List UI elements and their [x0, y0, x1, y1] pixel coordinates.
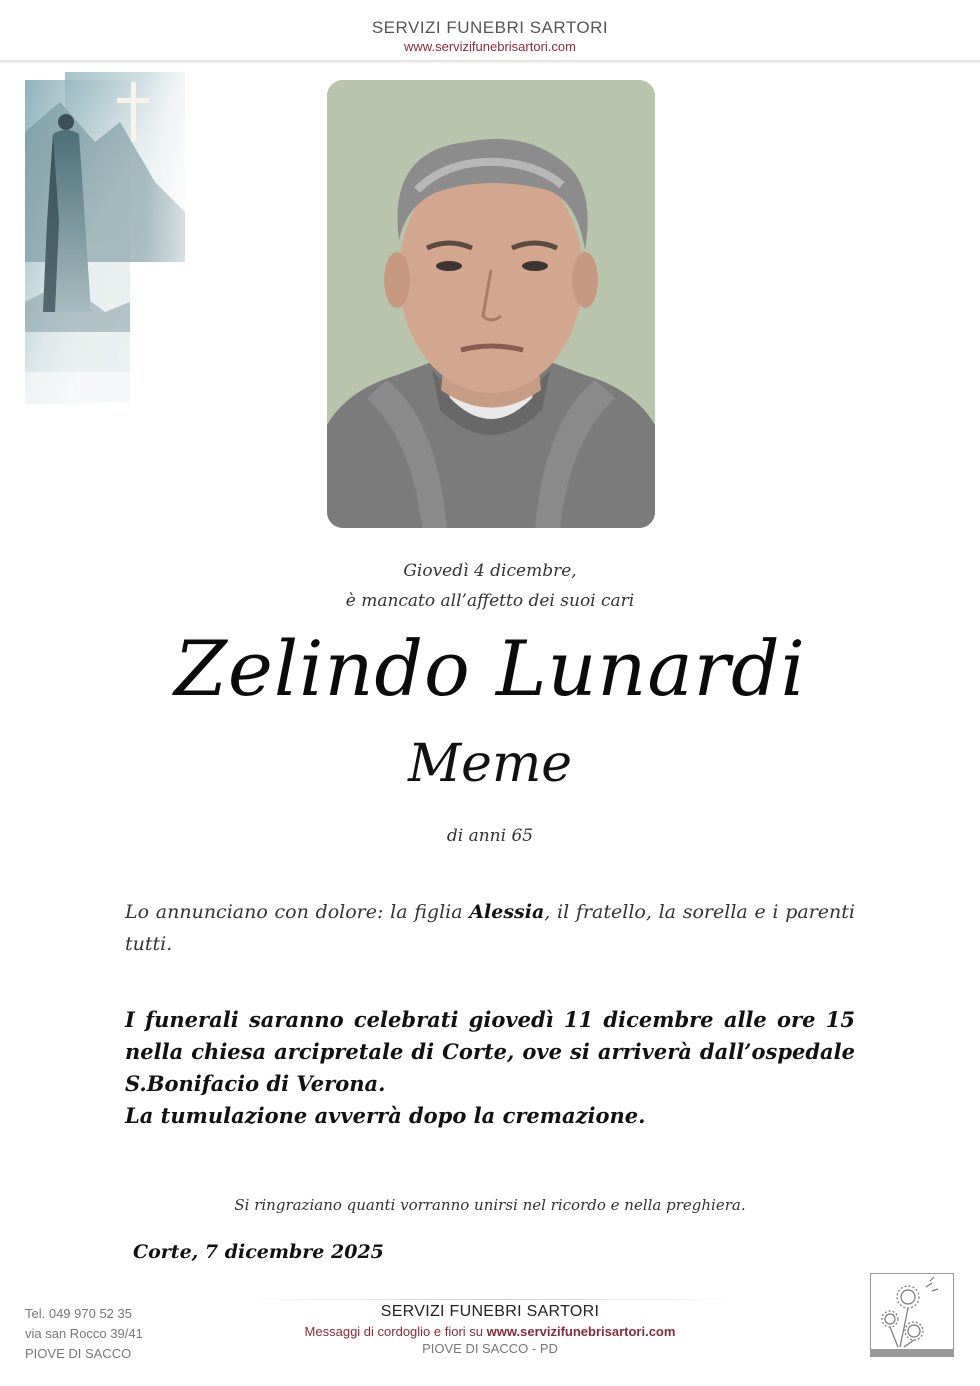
funeral-line: I funerali saranno celebrati giovedì 11 dicembre alle ore 15 — [125, 1007, 855, 1032]
footer-website-link[interactable]: www.servizifunebrisartori.com — [486, 1324, 676, 1339]
mourning-phrase: è mancato all’affetto dei suoi cari — [345, 591, 635, 611]
daughter-name: Alessia — [469, 901, 545, 923]
death-date-text: Giovedì 4 dicembre, — [403, 561, 577, 581]
footer-city-province: PIOVE DI SACCO - PD — [422, 1341, 558, 1356]
religious-image — [25, 72, 225, 404]
footer-message — [0, 1324, 980, 1339]
death-date-line — [0, 556, 980, 616]
header-website-link[interactable]: www.servizifunebrisartori.com — [404, 39, 576, 54]
announcement-prefix: Lo annunciano con dolore: la figlia — [125, 901, 470, 923]
funeral-line: S.Bonifacio di Verona. — [125, 1071, 386, 1096]
footer-center — [0, 1303, 980, 1356]
funeral-line: La tumulazione avverrà dopo la cremazione. — [125, 1103, 646, 1128]
announcement-suffix: , il fratello, la sorella e i parenti tutti. — [125, 901, 855, 955]
deceased-age: di anni 65 — [446, 826, 534, 846]
flower-logo-icon — [870, 1273, 954, 1357]
thanks-line: Si ringraziano quanti vorranno unirsi nel ricordo e nella preghiera. — [234, 1196, 746, 1214]
footer-divider — [240, 1299, 740, 1300]
footer-address: via san Rocco 39/41 — [25, 1326, 143, 1341]
portrait-photo — [327, 80, 655, 528]
page-header — [0, 18, 980, 54]
funeral-line: nella chiesa arcipretale di Corte, ove si arriverà dall’ospedale — [125, 1039, 855, 1064]
place-and-date: Corte, 7 dicembre 2025 — [133, 1241, 384, 1263]
footer-org-name: SERVIZI FUNEBRI SARTORI — [380, 1303, 600, 1320]
footer-phone[interactable]: Tel. 049 970 52 35 — [25, 1306, 132, 1321]
header-divider — [0, 60, 980, 63]
footer-message-text: Messaggi di cordoglio e fiori su — [304, 1324, 487, 1339]
deceased-name: Zelindo Lunardi — [174, 624, 806, 713]
header-org-name: SERVIZI FUNEBRI SARTORI — [371, 18, 609, 37]
footer-city: PIOVE DI SACCO — [25, 1346, 132, 1361]
deceased-nickname: Meme — [407, 734, 573, 794]
funeral-details — [125, 1004, 855, 1132]
announcement-paragraph — [125, 896, 855, 960]
